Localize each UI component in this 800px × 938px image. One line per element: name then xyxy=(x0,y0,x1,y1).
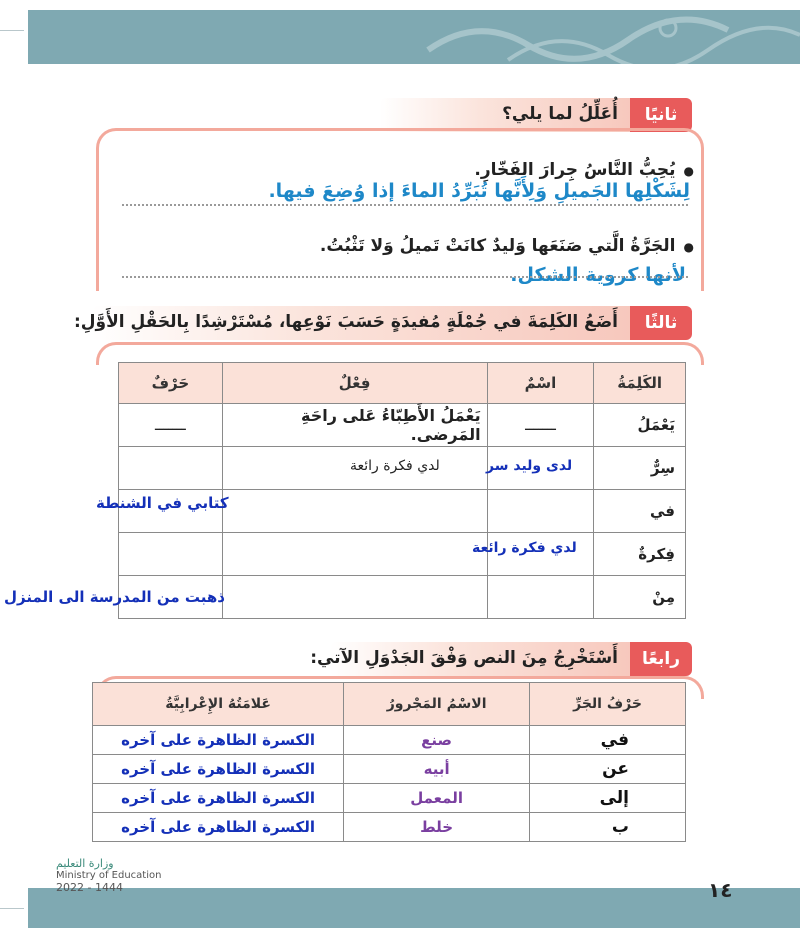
genitive-noun-cell: أبيه xyxy=(344,755,530,784)
table-header-row xyxy=(93,683,686,726)
table-row xyxy=(119,533,686,576)
section-4-badge: رابعًا xyxy=(630,642,692,676)
reason-answer-2: لأنها كروية الشكل. xyxy=(510,264,686,286)
answer-line xyxy=(122,276,688,278)
crop-mark xyxy=(0,30,24,31)
section-2-badge: ثانيًا xyxy=(630,98,692,132)
table-row xyxy=(93,813,686,842)
preposition-cell: إلى xyxy=(530,784,686,813)
preposition-table xyxy=(92,682,686,842)
reason-answer-1: لِشَكْلِها الجَميلِ وَلِأَنَّها تُبَرِّدُ الماءَ إذا وُضِعَ فيها. xyxy=(268,180,690,202)
verb-cell: يَعْمَلُ الأَطِبّاءُ عَلى راحَةِ المَرضى. xyxy=(222,404,487,447)
case-marker-cell: الكسرة الظاهرة على آخره xyxy=(93,755,344,784)
section-3-header xyxy=(73,306,692,340)
particle-cell: ـــــــ xyxy=(119,404,223,447)
answer-noun-sir: لدى وليد سر xyxy=(486,458,573,474)
word-cell: سِرٌّ xyxy=(594,447,686,490)
answer-noun-fikra: لدي فكرة رائعة xyxy=(472,540,577,556)
crop-mark xyxy=(0,908,24,909)
case-marker-cell: الكسرة الظاهرة على آخره xyxy=(93,726,344,755)
section-2-title: أُعَلِّلُ لما يلي؟ xyxy=(502,104,618,124)
section-3-title: أَضَعُ الكَلِمَةَ في جُمْلَةٍ مُفيدَةٍ حَسَبَ نَوْعِها، مُسْتَرْشِدًا بِالحَقْلِ الأَوَّلِ: xyxy=(73,312,618,332)
preposition-cell: في xyxy=(530,726,686,755)
col-header-particle: حَرْفٌ xyxy=(119,363,223,404)
noun-cell xyxy=(487,490,594,533)
case-marker-cell: الكسرة الظاهرة على آخره xyxy=(93,813,344,842)
table-header-row xyxy=(119,363,686,404)
answer-particle-fi: كتابي في الشنطة xyxy=(96,494,229,512)
col-header-preposition: حَرْفُ الجَرِّ xyxy=(530,683,686,726)
answer-particle-min: ذهبت من المدرسة الى المنزل xyxy=(4,588,226,606)
verb-cell xyxy=(222,576,487,619)
section-3-badge: ثالثًا xyxy=(630,306,692,340)
case-marker-cell: الكسرة الظاهرة على آخره xyxy=(93,784,344,813)
word-cell: فِكرةٌ xyxy=(594,533,686,576)
word-cell: في xyxy=(594,490,686,533)
particle-cell xyxy=(119,533,223,576)
section-4-title: أَسْتَخْرِجُ مِنَ النص وَفْقَ الجَدْوَلِ الآتي: xyxy=(310,648,618,668)
table-row xyxy=(93,755,686,784)
col-header-noun: اسْمٌ xyxy=(487,363,594,404)
answer-line xyxy=(122,204,688,206)
preposition-cell: عن xyxy=(530,755,686,784)
edition-year: 2022 - 1444 xyxy=(56,881,123,894)
reason-item-1: ● يُحِبُّ النَّاسُ جِرارَ الفَخّارِ. xyxy=(474,160,694,180)
verb-cell xyxy=(222,533,487,576)
answer-verb-sir: لدي فكرة رائعة xyxy=(350,458,440,474)
col-header-verb: فِعْلٌ xyxy=(222,363,487,404)
ministry-logo xyxy=(56,858,161,894)
col-header-case-marker: عَلامَتُهُ الإِعْرابِيَّةُ xyxy=(93,683,344,726)
table-row xyxy=(93,784,686,813)
calligraphy-pattern xyxy=(28,10,800,64)
section-4-header xyxy=(310,642,692,676)
word-cell: مِنْ xyxy=(594,576,686,619)
genitive-noun-cell: خلط xyxy=(344,813,530,842)
particle-cell xyxy=(119,447,223,490)
genitive-noun-cell: المعمل xyxy=(344,784,530,813)
verb-cell xyxy=(222,490,487,533)
ministry-name-ar: وزارة التعليم xyxy=(56,857,114,870)
col-header-word: الكَلِمَةُ xyxy=(594,363,686,404)
header-band xyxy=(28,10,800,64)
section-2-header xyxy=(380,98,692,132)
noun-cell xyxy=(487,576,594,619)
genitive-noun-cell: صنع xyxy=(344,726,530,755)
reason-item-2: ● الجَرَّةُ الَّتي صَنَعَها وَليدٌ كانَتْ تَميلُ وَلا تَثْبُتُ. xyxy=(320,236,694,256)
word-cell: يَعْمَلُ xyxy=(594,404,686,447)
footer-band xyxy=(28,888,800,928)
word-usage-table xyxy=(118,362,686,619)
noun-cell: ـــــــ xyxy=(487,404,594,447)
page-number: ١٤ xyxy=(708,878,733,902)
table-row xyxy=(119,404,686,447)
preposition-cell: ب xyxy=(530,813,686,842)
ministry-name-en: Ministry of Education xyxy=(56,870,162,881)
col-header-genitive-noun: الاسْمُ المَجْرورُ xyxy=(344,683,530,726)
table-row xyxy=(93,726,686,755)
